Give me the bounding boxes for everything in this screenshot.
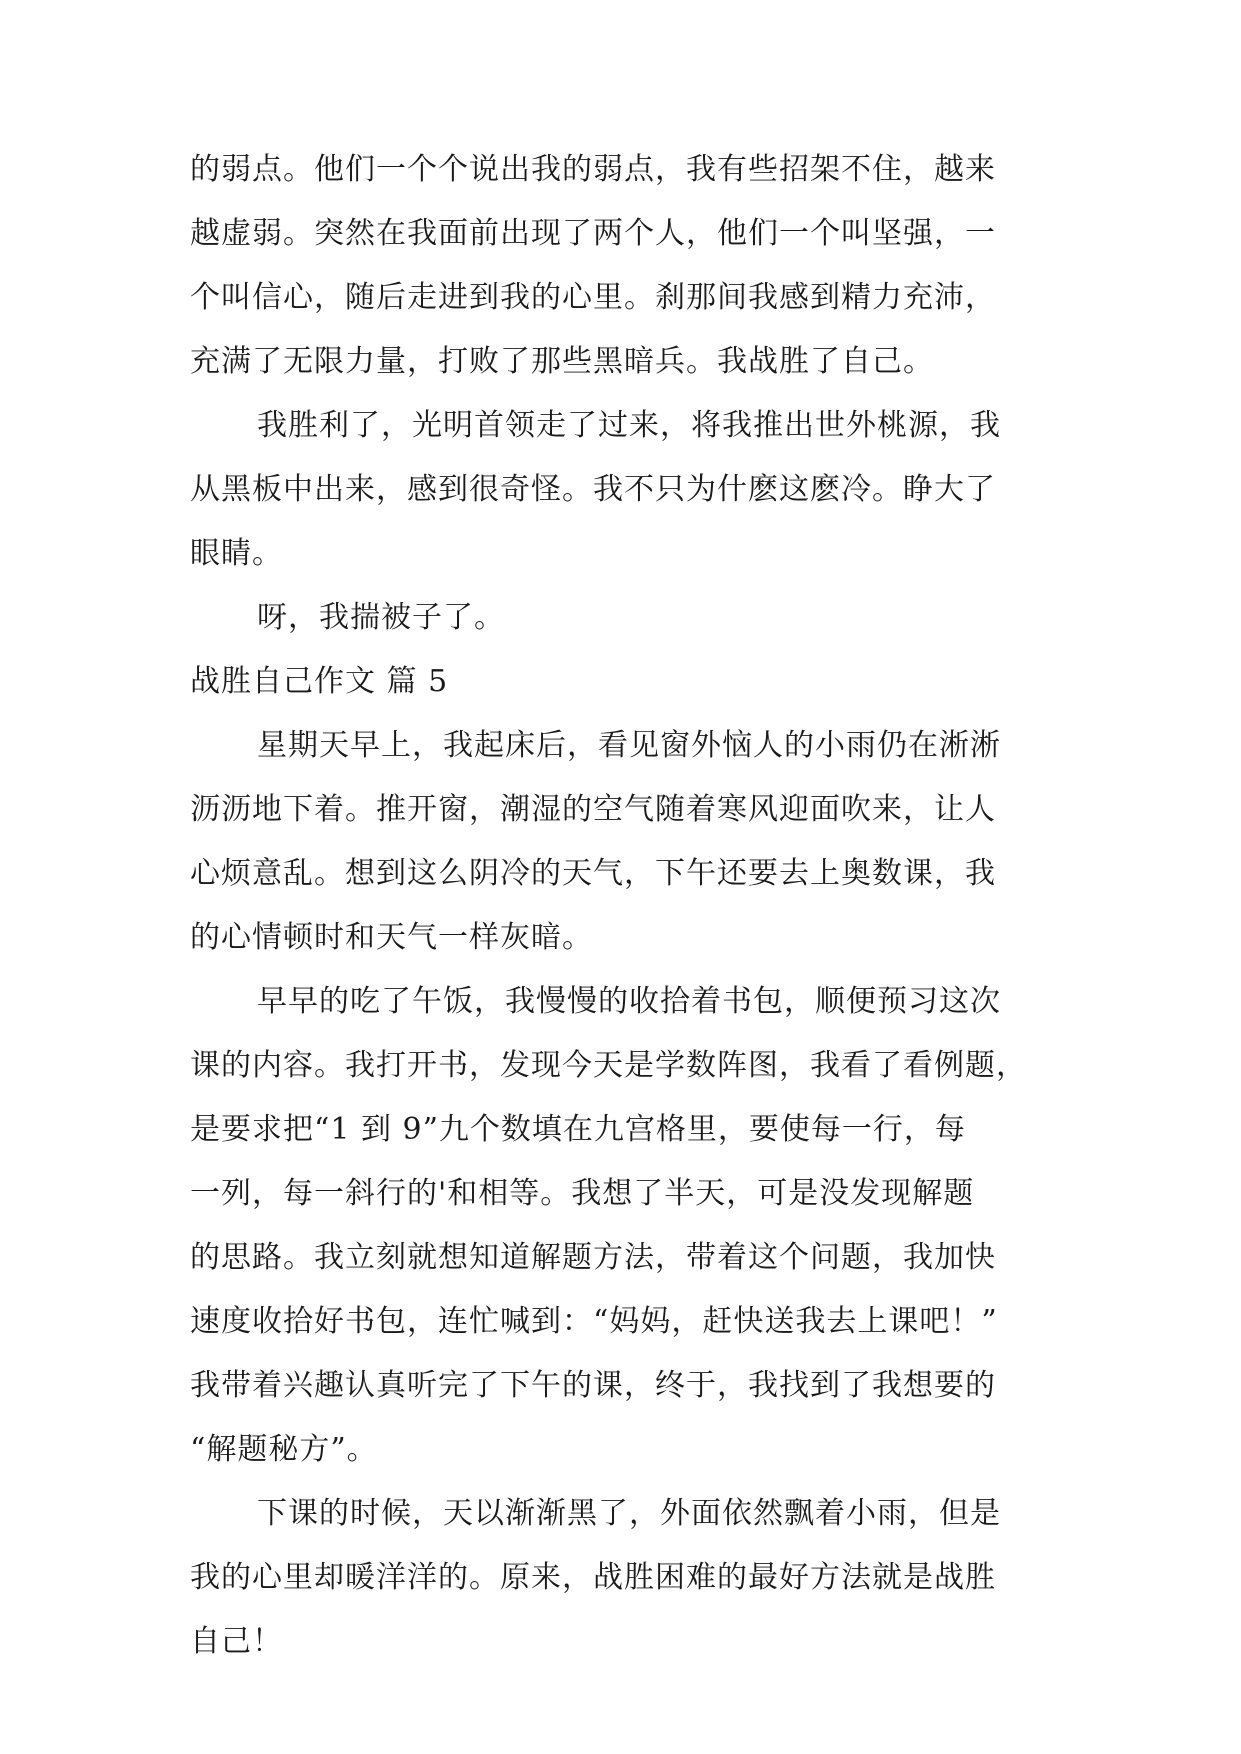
text-line: 我的心里却暖洋洋的。原来，战胜困难的最好方法就是战胜: [190, 1560, 996, 1595]
text-line: 的思路。我立刻就想知道解题方法，带着这个问题，我加快: [190, 1240, 996, 1275]
text-line: 速度收拾好书包，连忙喊到：“妈妈，赶快送我去上课吧！”: [190, 1304, 998, 1339]
paragraph-start-line: 我胜利了，光明首领走了过来，将我推出世外桃源，我: [257, 408, 1001, 443]
text-line: 我带着兴趣认真听完了下午的课，终于，我找到了我想要的: [190, 1368, 996, 1403]
text-line: “解题秘方”。: [190, 1432, 378, 1467]
text-line: 自己！: [190, 1624, 283, 1659]
text-line: 沥沥地下着。推开窗，潮湿的空气随着寒风迎面吹来，让人: [190, 792, 996, 827]
text-line: 从黑板中出来，感到很奇怪。我不只为什麽这麽冷。睁大了: [190, 472, 996, 507]
text-line: 课的内容。我打开书，发现今天是学数阵图，我看了看例题，: [190, 1048, 1027, 1083]
text-line: 的心情顿时和天气一样灰暗。: [190, 920, 593, 955]
paragraph-start-line: 下课的时候，天以渐渐黑了，外面依然飘着小雨，但是: [257, 1496, 1001, 1531]
text-line: 的弱点。他们一个个说出我的弱点，我有些招架不住，越来: [190, 152, 996, 187]
paragraph-start-line: 早早的吃了午饭，我慢慢的收拾着书包，顺便预习这次: [257, 984, 1001, 1019]
text-line: 越虚弱。突然在我面前出现了两个人，他们一个叫坚强，一: [190, 216, 996, 251]
text-line: 充满了无限力量，打败了那些黑暗兵。我战胜了自己。: [190, 344, 934, 379]
section-heading: 战胜自己作文 篇 5: [190, 664, 449, 699]
text-line: 个叫信心，随后走进到我的心里。刹那间我感到精力充沛，: [190, 280, 996, 315]
text-line: 是要求把“1 到 9”九个数填在九宫格里，要使每一行，每: [190, 1112, 966, 1147]
text-line: 一列，每一斜行的'和相等。我想了半天，可是没发现解题: [190, 1176, 975, 1211]
paragraph-start-line: 呀，我揣被子了。: [257, 600, 505, 635]
text-line: 眼睛。: [190, 536, 283, 571]
paragraph-start-line: 星期天早上，我起床后，看见窗外恼人的小雨仍在淅淅: [257, 728, 1001, 763]
text-line: 心烦意乱。想到这么阴冷的天气，下午还要去上奥数课，我: [190, 856, 996, 891]
